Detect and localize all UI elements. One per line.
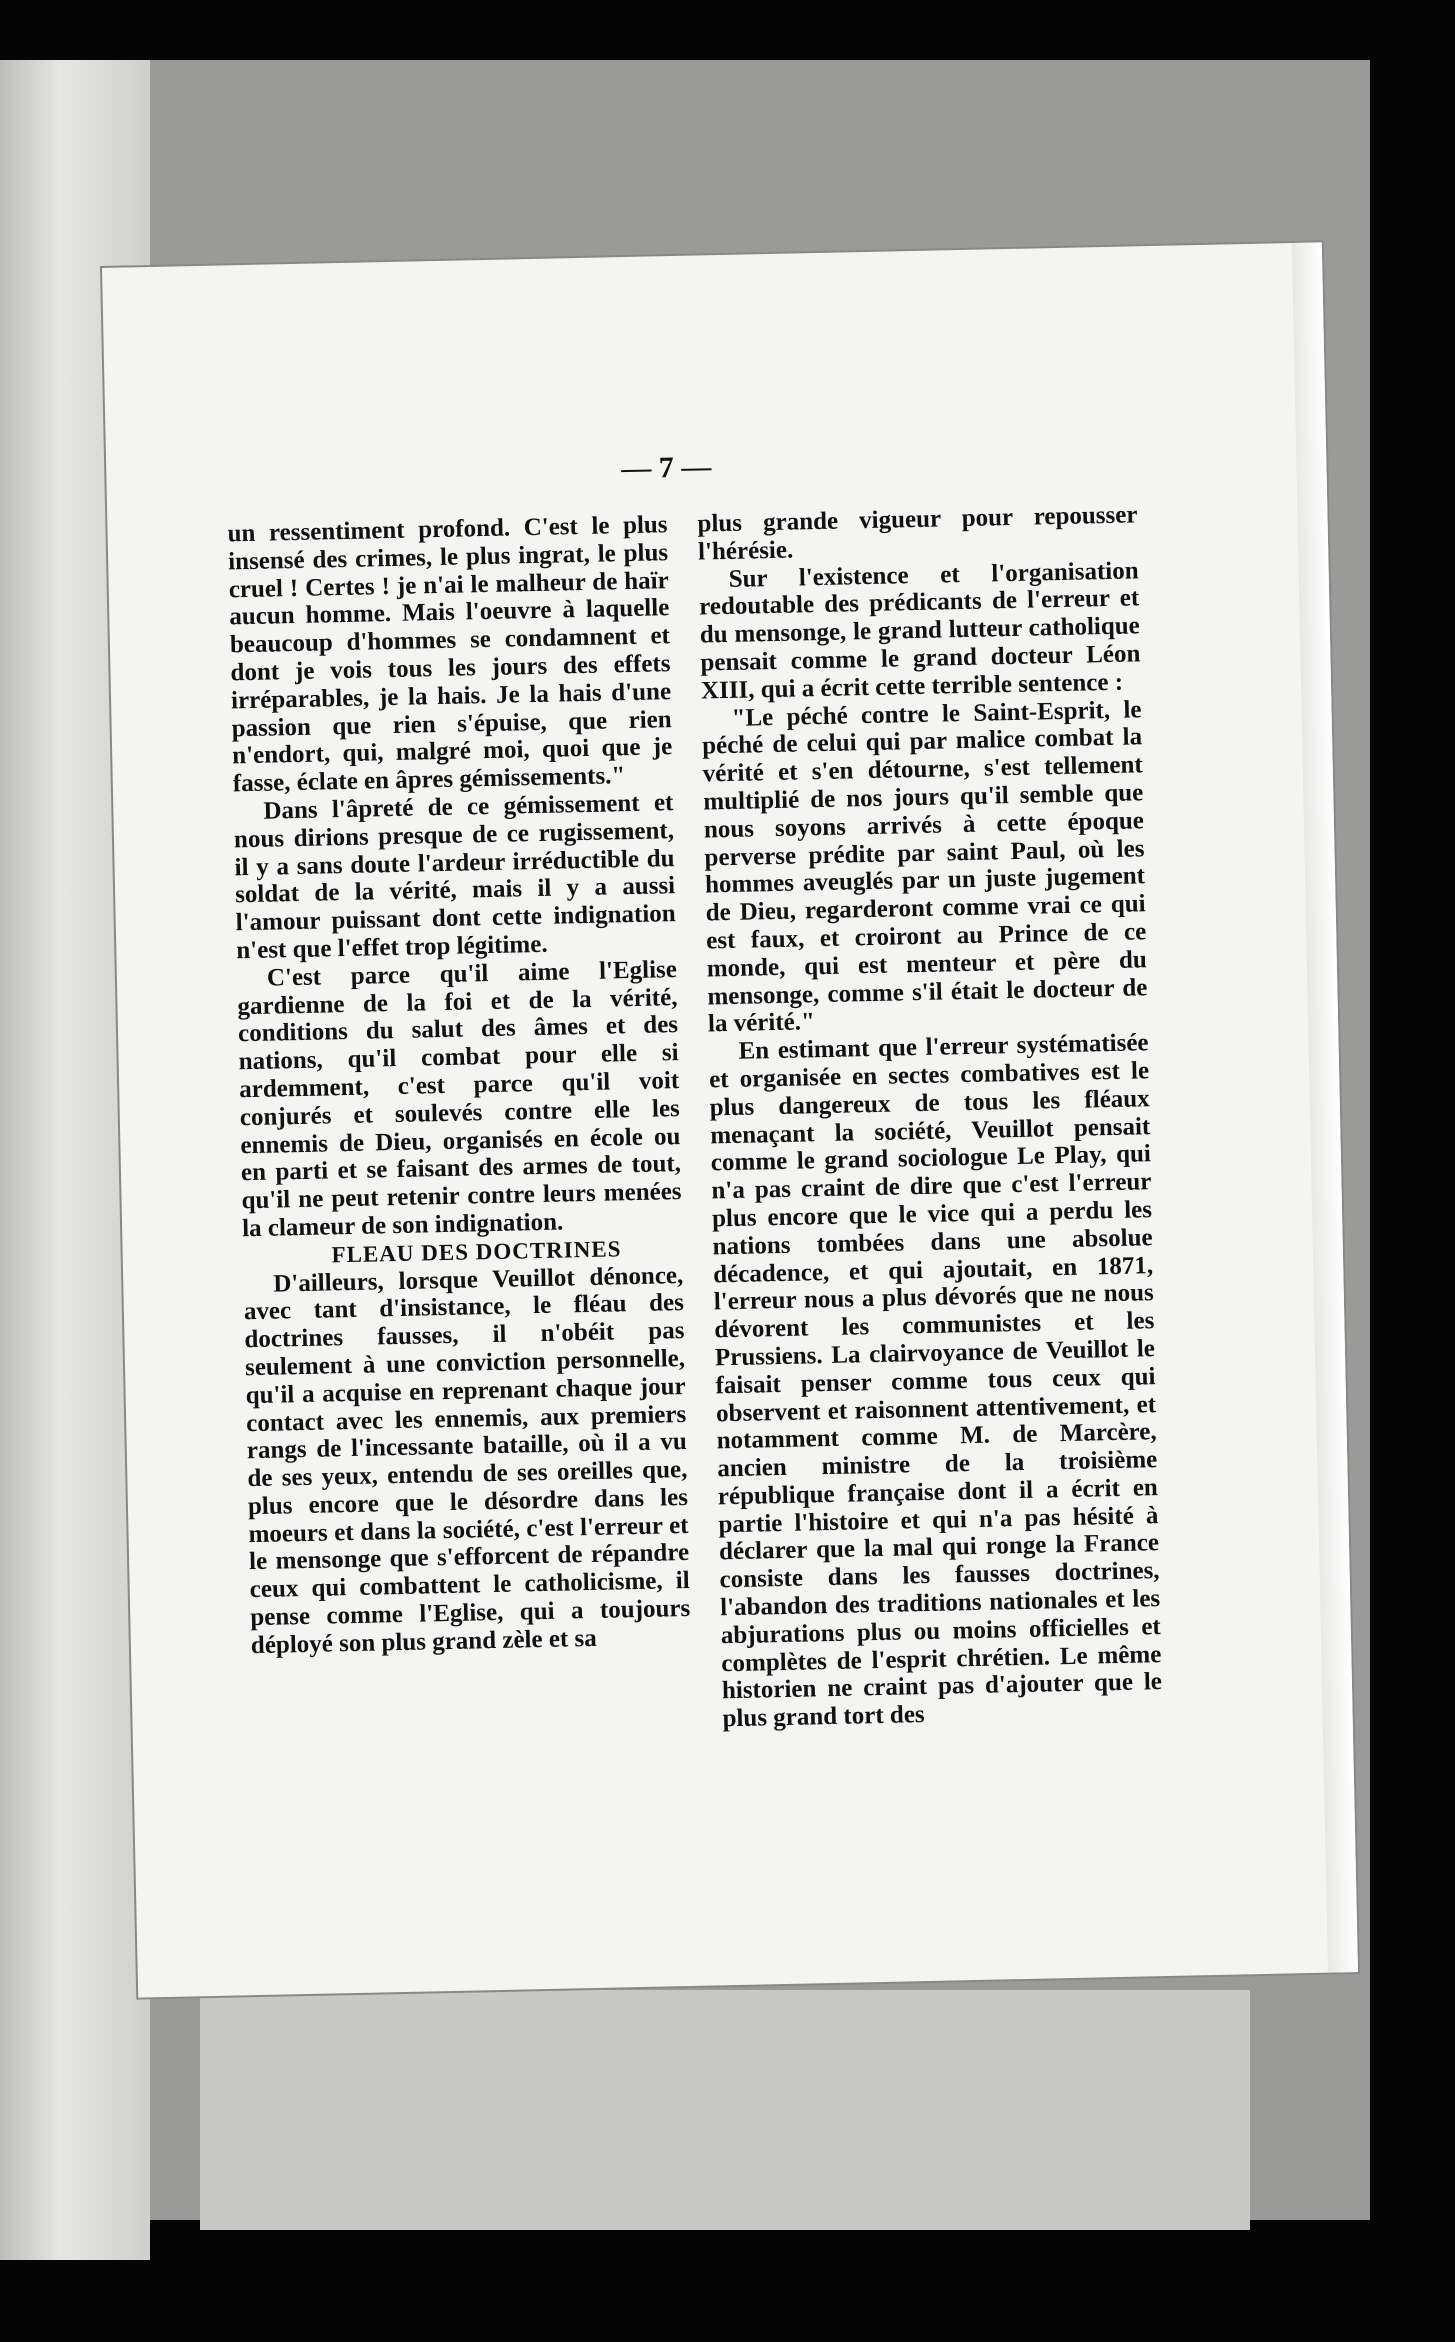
paragraph: En estimant que l'erreur systématisée et organisée en sectes combatives est le plus dangereux de tous les fléaux menaçant la société, Veuillot pensait comme le grand sociologue Le Play, qui n'a pas craint de dire que c'est l'erreur plus encore que le vice qui a perdu les nations tombées dans une absolue décadence, et qui ajoutait, en 1871, l'erreur nous a plus dévorés que ne nous dévorent les communistes et les Prussiens. La clairvoyance de Veuillot le faisait penser comme tous ceux qui observent et raisonnent attentivement, et notamment comme M. de Marcère, ancien ministre de la troisième république française dont il a écrit en partie l'histoire et qui n'a pas hésité à déclarer que la mal qui ronge la France consiste dans les fausses doctrines, l'abandon des traditions nationales et les abjurations plus ou moins officielles et complètes de l'esprit chrétien. Le même historien ne craint pas d'ajouter que le plus grand tort des bbox=[708, 1029, 1163, 1733]
scanned-page bbox=[102, 242, 1358, 1997]
paragraph: D'ailleurs, lorsque Veuillot dénonce, avec tant d'insistance, le fléau des doctrines fausses, il n'obéit pas seulement à une conviction personnelle, qu'il a acquise en reprenant chaque jour contact avec les ennemis, aux premiers rangs de l'incessante bataille, où il a vu de ses yeux, entendu de ses oreilles que, plus encore que le désordre dans les moeurs et dans la société, c'est l'erreur et le mensonge que s'efforcent de répandre ceux qui combattent le catholicisme, il pense comme l'Eglise, qui a toujours déployé son plus grand zèle et sa bbox=[243, 1261, 691, 1660]
page-number: — 7 — bbox=[620, 450, 712, 486]
paragraph: un ressentiment profond. C'est le plus insensé des crimes, le plus ingrat, le plus cruel ! Certes ! je n'ai le malheur de haïr aucun homme. Mais l'oeuvre à laquelle beaucoup d'hommes se condamnent et dont je vois tous les jours des effets irréparables, je la hais. Je la hais d'une passion que rien s'épuise, que rien n'endort, qui, malgré moi, quoi que je fasse, éclate en âpres gémissements." bbox=[227, 511, 673, 798]
section-heading: FLEAU DES DOCTRINES bbox=[331, 1236, 622, 1268]
page-content bbox=[102, 242, 1358, 1997]
quotation-paragraph: "Le péché contre le Saint-Esprit, le péché de celui qui par malice combat la vérité et s'en détourne, s'est tellement multiplié de nos jours qu'il semble que nous soyons arrivés à cette époque perverse prédite par saint Paul, où les hommes aveuglés par un juste jugement de Dieu, regarderont comme vrai ce qui est faux, et croiront au Prince de ce monde, qui est menteur et père du mensonge, comme s'il était le docteur de la vérité." bbox=[701, 695, 1148, 1038]
paragraph: Sur l'existence et l'organisation redoutable des prédicants de l'erreur et du mensonge, le grand lutteur catholique pensait comme le grand docteur Léon XIII, qui a écrit cette terrible sentence : bbox=[698, 556, 1141, 705]
book-lower-background bbox=[200, 1990, 1250, 2230]
paragraph: C'est parce qu'il aime l'Eglise gardienne de la foi et de la vérité, conditions du salut des âmes et des nations, qu'il combat pour elle si ardemment, c'est parce qu'il voit conjurés et soulevés contre elle les ennemis de Dieu, organisés en école ou en parti et se faisant des armes de tout, qu'il ne peut retenir contre leurs menées la clameur de son indignation. bbox=[237, 955, 682, 1243]
right-column bbox=[697, 501, 1163, 1733]
left-column bbox=[227, 511, 691, 1660]
paragraph: plus grande vigueur pour repousser l'hérésie. bbox=[697, 501, 1138, 566]
paragraph: Dans l'âpreté de ce gémissement et nous dirions presque de ce rugissement, il y a sans doute l'ardeur irréductible du soldat de la vérité, mais il y a aussi l'amour puissant dont cette indignation n'est que l'effet trop légitime. bbox=[233, 789, 676, 965]
